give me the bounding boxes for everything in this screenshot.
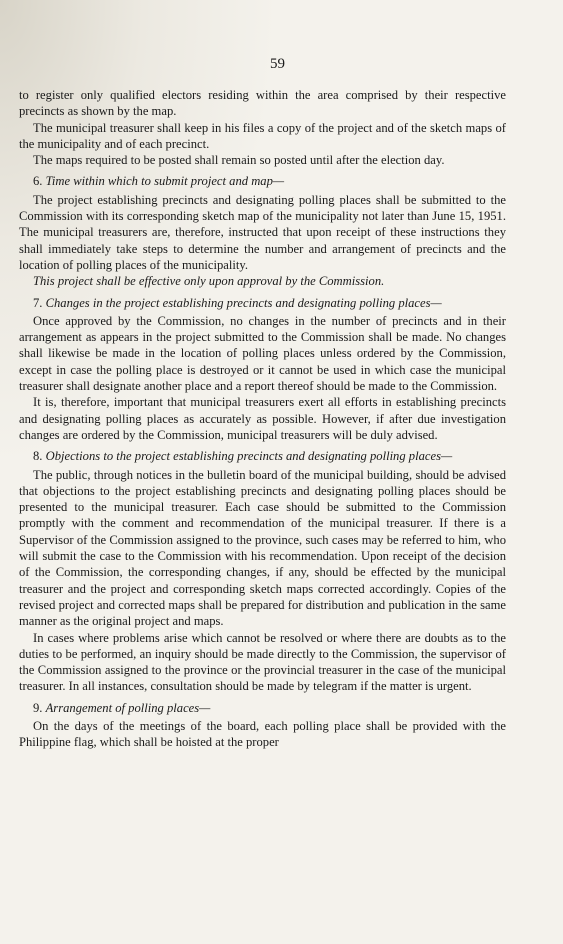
- paragraph: The municipal treasurer shall keep in his files a copy of the project and of the sketch maps of the municipality and of each precinct.: [19, 120, 506, 151]
- section-number: 6.: [33, 174, 43, 189]
- section-number: 7.: [33, 295, 43, 310]
- section-number: 9.: [33, 700, 43, 715]
- paragraph: The public, through notices in the bulletin board of the municipal building, should be advised that objections to the project establishing precincts and designating polling places should be presented to the municipal treasurer. Each case should be submitted to the Commission promptly with the comment and recommendation of the municipal treasurer. If there is a Supervisor of the Commission assigned to the province, such cases may be referred to him, who will submit the case to the Commission with his recommendation. Upon receipt of the decision of the Commission, the corresponding changes, if any, should be effected by the municipal treasurer and the project and corresponding sketch maps corrected accordingly. Copies of the revised project and corrected maps shall be prepared for distribution and publication in the same manner as the original project and maps.: [19, 467, 506, 629]
- section-title: Time within which to submit project and map—: [45, 174, 285, 189]
- section-heading-7: [19, 295, 506, 311]
- section-title: Changes in the project establishing precincts and designating polling places—: [45, 295, 442, 310]
- paragraph: In cases where problems arise which cannot be resolved or where there are doubts as to the duties to be performed, an inquiry should be made directly to the Commission, the supervisor of the Commission assigned to the province or the provincial treasurer in the case of the municipal treasurer. In all instances, consultation should be made by telegram if the matter is urgent.: [19, 630, 506, 694]
- section-heading-6: [19, 173, 506, 189]
- section-heading-9: [19, 700, 506, 716]
- paragraph: The project establishing precincts and designating polling places shall be submitted to the Commission with its corresponding sketch map of the municipality not later than June 15, 1951. The municipal treasurers are, therefore, instructed that upon receipt of these instructions they shall immediately take steps to determine the number and arrangement of precincts and the location of polling places of the municipality.: [19, 192, 506, 272]
- paragraph: On the days of the meetings of the board, each polling place shall be provided with the Philippine flag, which shall be hoisted at the proper: [19, 718, 506, 750]
- section-heading-8: [19, 448, 506, 464]
- paragraph: to register only qualified electors residing within the area comprised by their respective precincts as shown by the map.: [19, 88, 506, 119]
- section-title: Arrangement of polling places—: [45, 700, 211, 715]
- section-title: Objections to the project establishing precincts and designating polling places—: [45, 449, 453, 464]
- paragraph: It is, therefore, important that municipal treasurers exert all efforts in establishing precincts and designating polling places as accurately as possible. However, if after due investigation changes are ordered by the Commission, municipal treasurers will be duly advised.: [19, 395, 506, 442]
- italic-note: This project shall be effective only upon approval by the Commission.: [33, 274, 385, 289]
- section-number: 8.: [33, 449, 43, 464]
- paragraph: The maps required to be posted shall remain so posted until after the election day.: [33, 153, 445, 168]
- page-number: 59: [270, 56, 285, 72]
- paragraph: Once approved by the Commission, no changes in the number of precincts and in their arrangement as appears in the project submitted to the Commission shall be made. No changes shall likewise be made in the location of polling places unless ordered by the Commission, except in case the polling place is destroyed or it cannot be used in which case the municipal treasurer shall designate another place and a report thereof should be made to the Commission.: [19, 313, 506, 394]
